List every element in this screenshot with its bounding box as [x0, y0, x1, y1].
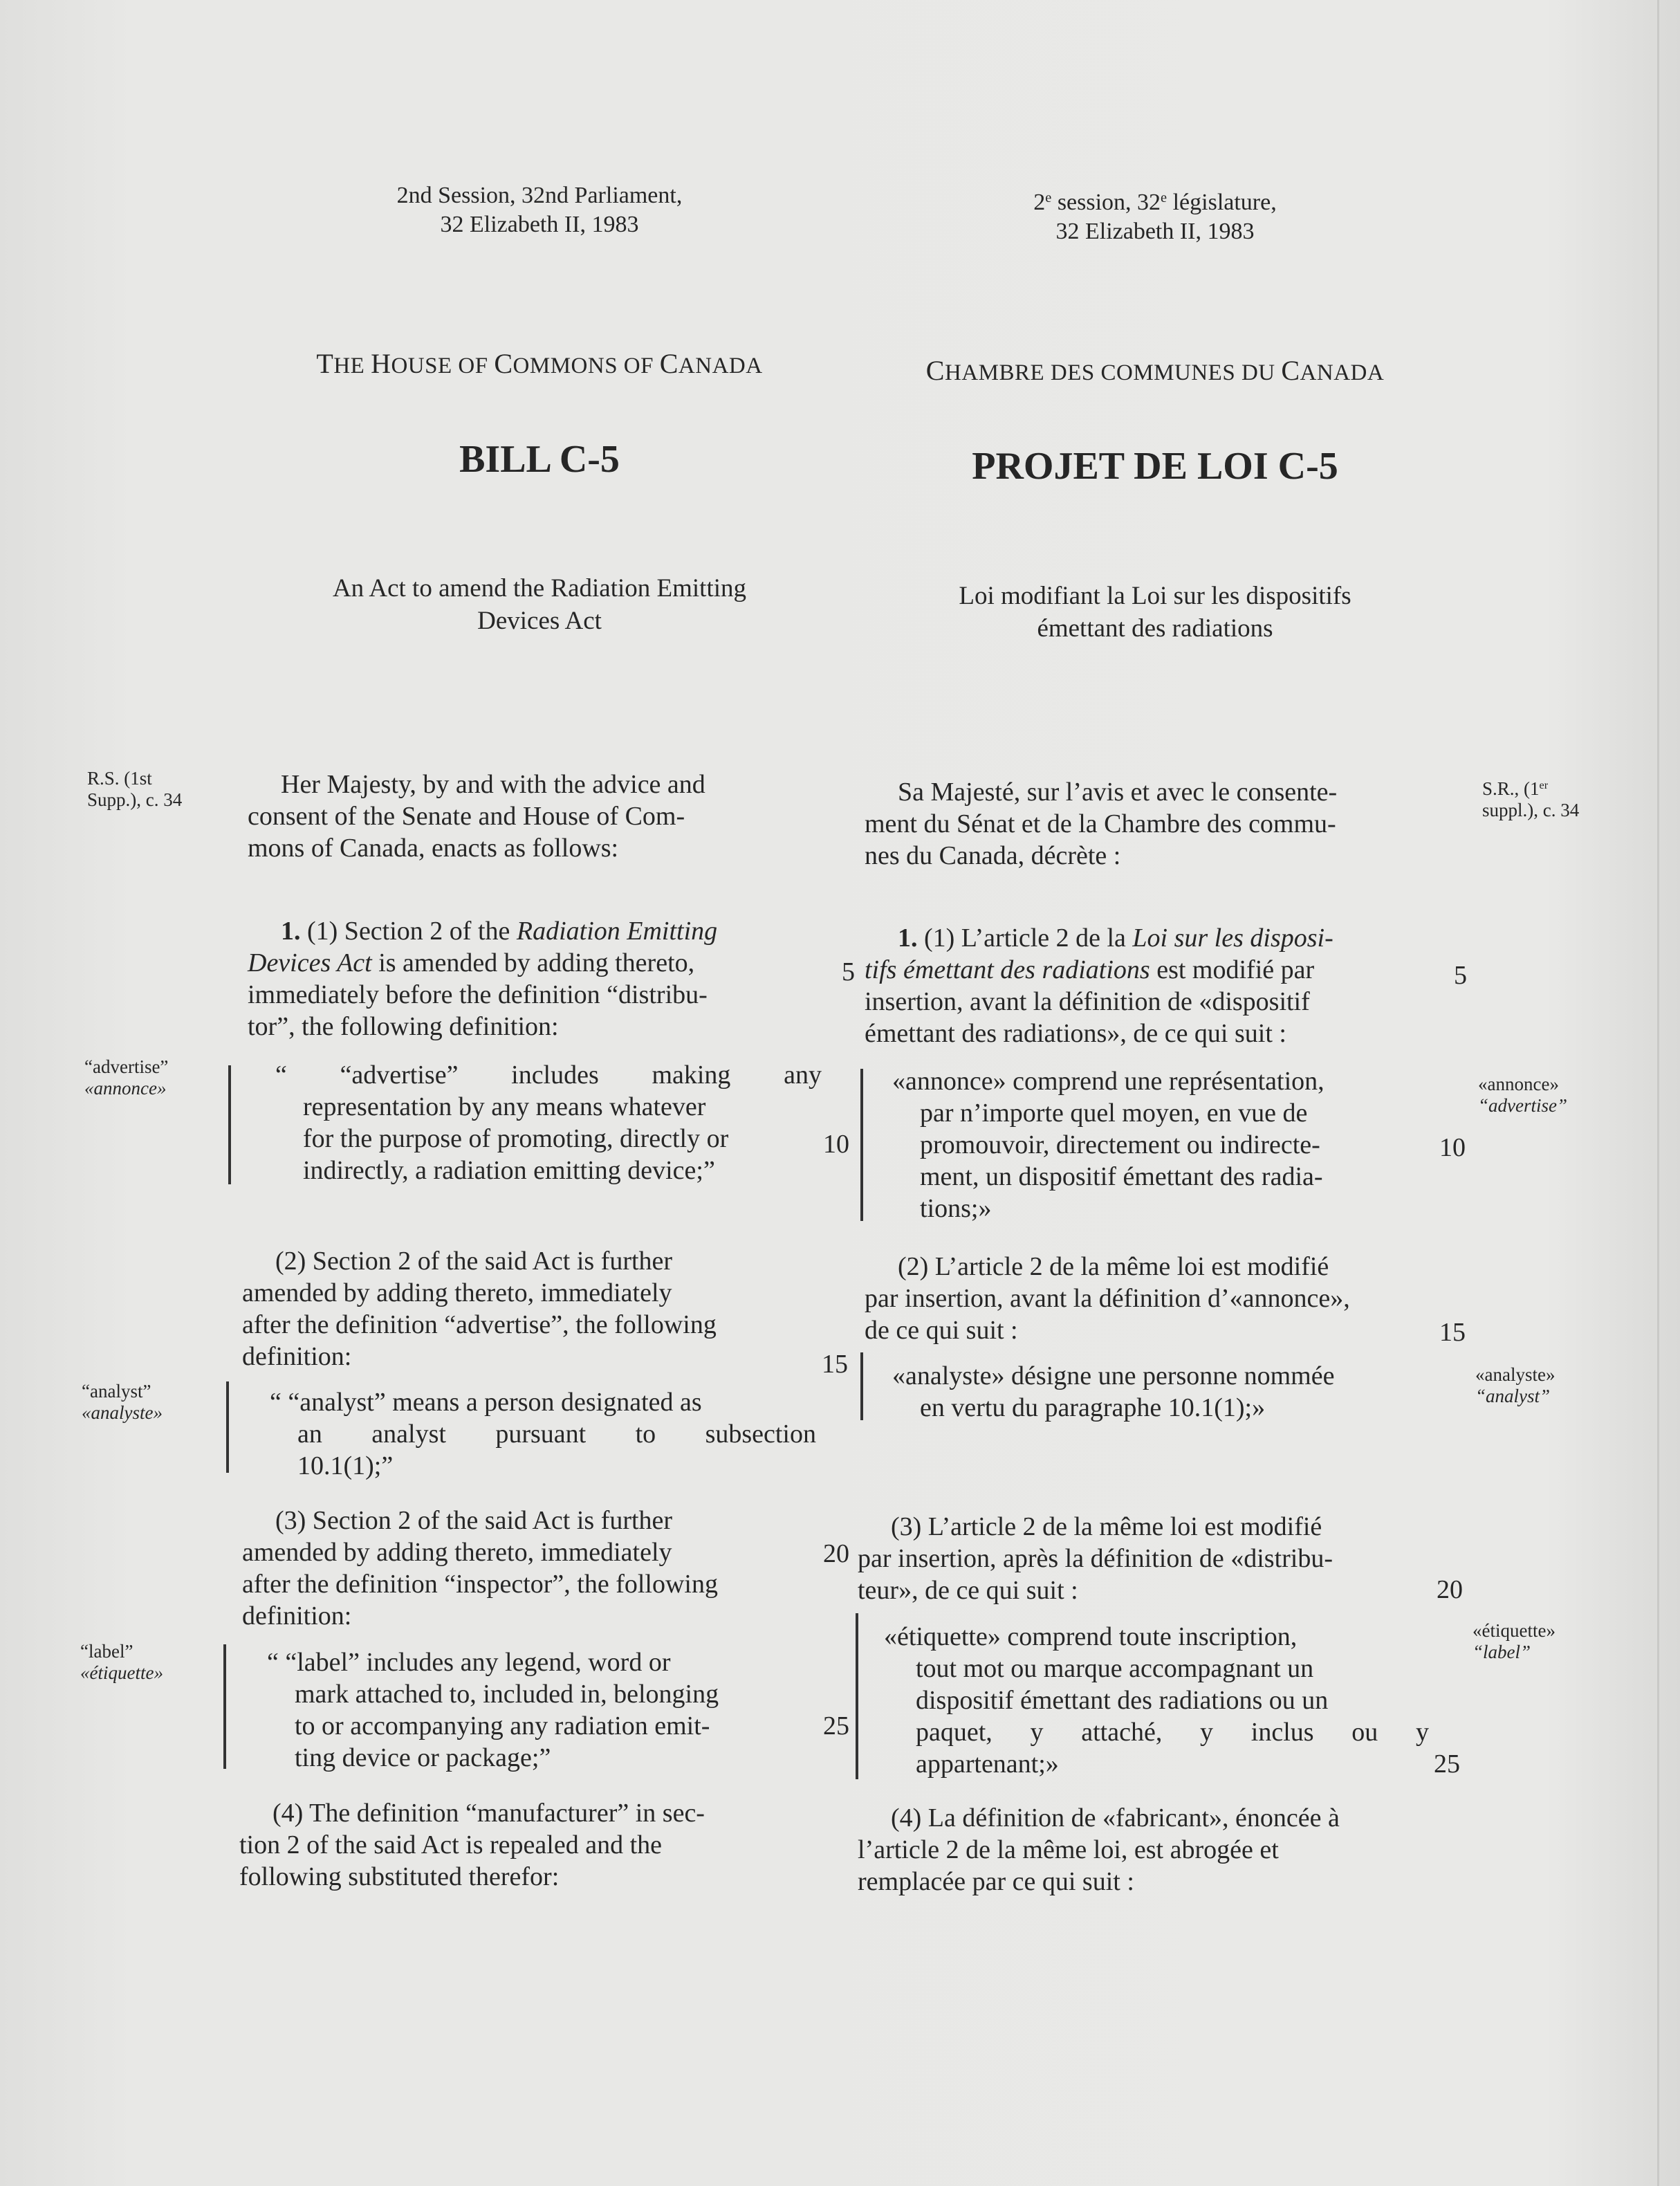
act-title-fr: Loi modifiant la Loi sur les dispositifs émettant des radiations	[959, 582, 1351, 643]
definition-analyste-fr: «analyste» désigne une personne nommée en vertu du paragraphe 10.1(1);»	[892, 1361, 1335, 1422]
line-number-5-left: 5	[842, 957, 855, 986]
amendment-bar-en-3	[223, 1644, 226, 1769]
margin-note-analyst: “analyst” «analyste»	[82, 1381, 163, 1423]
line-number-20-left: 20	[823, 1539, 849, 1568]
amendment-bar-fr-3	[856, 1613, 858, 1779]
definition-etiquette-fr: «étiquette» comprend toute inscription, tout mot ou marque accompagnant un dispositif émettant des radiations ou un paquet, y attaché, y inclus ou y appartenant;»	[884, 1622, 1429, 1779]
margin-note-annonce: «annonce» “advertise”	[1478, 1074, 1568, 1116]
amendment-bar-en-1	[228, 1065, 231, 1184]
line-number-15-left: 15	[822, 1350, 848, 1379]
section-1-3-fr: (3) L’article 2 de la même loi est modifié par insertion, après la définition de «distribu- teur», de ce qui suit :	[858, 1512, 1333, 1605]
page-edge	[1657, 0, 1659, 2186]
line-number-25-left: 25	[823, 1711, 849, 1740]
definition-annonce-fr: «annonce» comprend une représentation, par n’importe quel moyen, en vue de promouvoir, directement ou indirecte- ment, un dispositif émettant des radia- tions;»	[892, 1067, 1324, 1223]
session-line-fr: 2e session, 32e législature,	[1033, 190, 1277, 215]
year-line-fr: 32 Elizabeth II, 1983	[1055, 219, 1255, 244]
house-heading-fr: CHAMBRE DES COMMUNES DU CANADA	[925, 355, 1385, 386]
session-header-en	[297, 181, 782, 239]
definition-analyst-en: “ “analyst” means a person designated as an analyst pursuant to subsection 10.1(1);”	[270, 1388, 816, 1480]
house-heading-en: THE HOUSE OF COMMONS OF CANADA	[316, 348, 763, 379]
section-1-4-fr: (4) La définition de «fabricant», énoncée à l’article 2 de la même loi, est abrogée et remplacée par ce qui suit :	[858, 1803, 1340, 1896]
line-number-15-right: 15	[1439, 1318, 1466, 1347]
line-number-20-right: 20	[1437, 1575, 1463, 1604]
section-1-2-en: (2) Section 2 of the said Act is further amended by adding thereto, immediately after the definition “advertise”, the following definition:	[242, 1247, 717, 1371]
margin-note-analyste: «analyste» “analyst”	[1475, 1364, 1556, 1406]
amendment-bar-en-2	[226, 1381, 229, 1473]
session-line-en: 2nd Session, 32nd Parliament,	[396, 183, 683, 208]
margin-note-sr: S.R., (1er suppl.), c. 34	[1482, 778, 1580, 820]
margin-note-advertise: “advertise” «annonce»	[84, 1056, 169, 1099]
session-header-fr	[913, 188, 1397, 246]
bill-title-en: BILL C-5	[459, 438, 620, 481]
act-title-en: An Act to amend the Radiation Emitting Devices Act	[332, 574, 747, 635]
enacting-clause-fr: Sa Majesté, sur l’avis et avec le consente- ment du Sénat et de la Chambre des commu- nes du Canada, décrète :	[865, 778, 1338, 870]
line-number-10-right: 10	[1439, 1133, 1466, 1162]
margin-note-etiquette: «étiquette» “label”	[1473, 1620, 1556, 1662]
line-number-5-right: 5	[1454, 961, 1467, 990]
section-1-4-en: (4) The definition “manufacturer” in sec- tion 2 of the said Act is repealed and the following substituted therefor:	[239, 1799, 705, 1891]
line-number-10-left: 10	[823, 1130, 849, 1159]
year-line-en: 32 Elizabeth II, 1983	[440, 212, 639, 237]
section-1-2-fr: (2) L’article 2 de la même loi est modifié par insertion, avant la définition d’«annonce», de ce qui suit :	[865, 1252, 1350, 1345]
margin-note-rs: R.S. (1st Supp.), c. 34	[87, 768, 183, 810]
definition-advertise-en: “ “advertise” includes making any representation by any means whatever for the purpose of promoting, directly or indirectly, a radiation emitting device;”	[275, 1060, 822, 1185]
line-number-25-right: 25	[1434, 1749, 1460, 1779]
margin-note-label: “label” «étiquette»	[80, 1641, 163, 1683]
definition-label-en: “ “label” includes any legend, word or mark attached to, included in, belonging to or accompanying any radiation emit- ting device or package;”	[267, 1648, 719, 1772]
section-1-1-fr: 1. (1) L’article 2 de la Loi sur les disposi- tifs émettant des radiations est modifié par insertion, avant la définition de «dispositif émettant des radiations», de ce qui suit :	[865, 924, 1333, 1048]
amendment-bar-fr-2	[860, 1352, 863, 1420]
amendment-bar-fr-1	[860, 1069, 863, 1221]
bill-title-fr: PROJET DE LOI C-5	[972, 445, 1338, 488]
section-1-3-en: (3) Section 2 of the said Act is further amended by adding thereto, immediately after the definition “inspector”, the following definition:	[242, 1506, 718, 1631]
enacting-clause-en: Her Majesty, by and with the advice and consent of the Senate and House of Com- mons of Canada, enacts as follows:	[248, 770, 705, 863]
section-1-1-en: 1. (1) Section 2 of the Radiation Emitting Devices Act is amended by adding thereto, immediately before the definition “distribu- tor”, the following definition:	[248, 917, 718, 1041]
